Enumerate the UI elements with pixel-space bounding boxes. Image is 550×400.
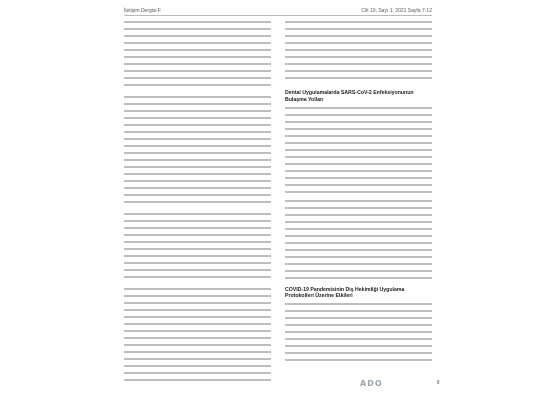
left-column [124, 21, 271, 391]
text-block [124, 288, 271, 386]
text-block [285, 107, 432, 195]
text-block [124, 96, 271, 208]
text-block [285, 303, 432, 363]
page-footer [360, 377, 440, 389]
section-heading: COVID-19 Pandemisinin Diş Hekimliği Uygulama Protokolleri Üzerine Etkileri [285, 286, 405, 300]
issue-citation: Cilt 10, Sayı 1, 2021 Sayfa 7-12 [361, 8, 432, 14]
journal-logo: ADO [360, 378, 383, 388]
text-block [285, 21, 432, 84]
text-block [124, 213, 271, 283]
right-column [285, 21, 432, 368]
text-block [124, 21, 271, 91]
journal-name: İletişim Dergisi F [124, 8, 161, 14]
section-heading: Dental Uygulamalarda SARS-CoV-2 Enfeksiyonunun Bulaşma Yolları [285, 90, 414, 103]
page-number: 9 [436, 380, 440, 386]
text-block [285, 200, 432, 281]
header-rule [124, 15, 432, 16]
